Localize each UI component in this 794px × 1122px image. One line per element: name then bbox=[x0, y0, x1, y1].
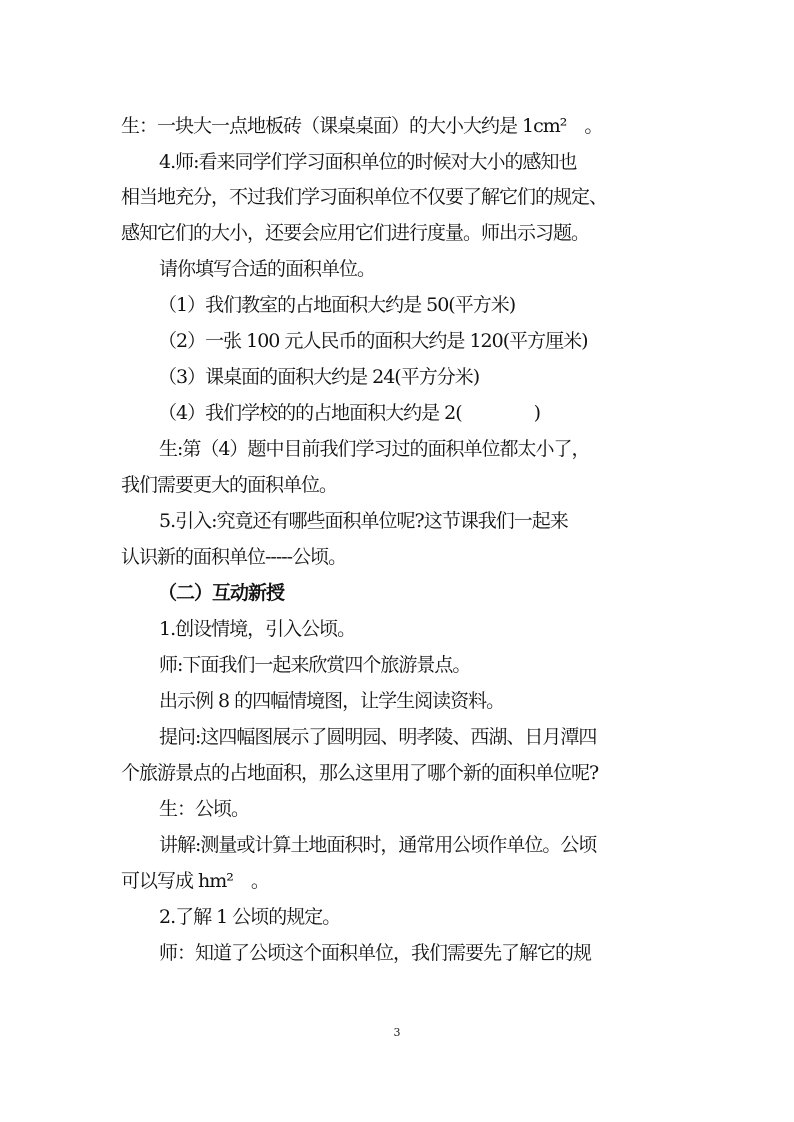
section-heading: （二）互动新授 bbox=[158, 582, 285, 604]
exercise-item: （1）我们教室的占地面积大约是 50(平方米) bbox=[158, 294, 516, 316]
paragraph-line: 4.师:看来同学们学习面积单位的时候对大小的感知也 bbox=[159, 151, 577, 173]
paragraph-line: 提问:这四幅图展示了圆明园、明孝陵、西湖、日月潭四 bbox=[159, 726, 597, 748]
paragraph-line: 请你填写合适的面积单位。 bbox=[159, 258, 376, 280]
exercise-item: （4）我们学校的的占地面积大约是 2( ) bbox=[158, 402, 541, 424]
paragraph-line: 可以写成 hm² 。 bbox=[121, 870, 269, 892]
paragraph-line: 1.创设情境，引入公顷。 bbox=[159, 618, 356, 640]
paragraph-line: 感知它们的大小，还要会应用它们进行度量。师出示习题。 bbox=[121, 222, 590, 244]
exercise-item: （3）课桌面的面积大约是 24(平方分米) bbox=[158, 366, 480, 388]
paragraph-line: 2.了解 1 公顷的规定。 bbox=[159, 906, 341, 928]
paragraph-line: 认识新的面积单位-----公顷。 bbox=[121, 546, 347, 568]
paragraph-line: 生：一块大一点地板砖（课桌桌面）的大小大约是 1cm² 。 bbox=[121, 115, 603, 137]
exercise-item: （2）一张 100 元人民币的面积大约是 120(平方厘米) bbox=[158, 330, 588, 352]
paragraph-line: 讲解:测量或计算土地面积时，通常用公顷作单位。公顷 bbox=[159, 834, 597, 856]
paragraph-line: 师:下面我们一起来欣赏四个旅游景点。 bbox=[159, 654, 471, 676]
paragraph-line: 我们需要更大的面积单位。 bbox=[121, 474, 338, 496]
paragraph-line: 生：公顷。 bbox=[159, 798, 250, 820]
paragraph-line: 出示例 8 的四幅情境图，让学生阅读资料。 bbox=[159, 690, 505, 712]
paragraph-line: 5.引入:究竟还有哪些面积单位呢?这节课我们一起来 bbox=[159, 510, 568, 532]
paragraph-line: 个旅游景点的占地面积，那么这里用了哪个新的面积单位呢? bbox=[121, 762, 599, 784]
page-number: 3 bbox=[393, 1026, 401, 1039]
paragraph-line: 相当地充分，不过我们学习面积单位不仅要了解它们的规定、 bbox=[121, 186, 608, 208]
paragraph-line: 师：知道了公顷这个面积单位，我们需要先了解它的规 bbox=[159, 942, 592, 964]
paragraph-line: 生:第（4）题中目前我们学习过的面积单位都太小了， bbox=[159, 438, 590, 460]
